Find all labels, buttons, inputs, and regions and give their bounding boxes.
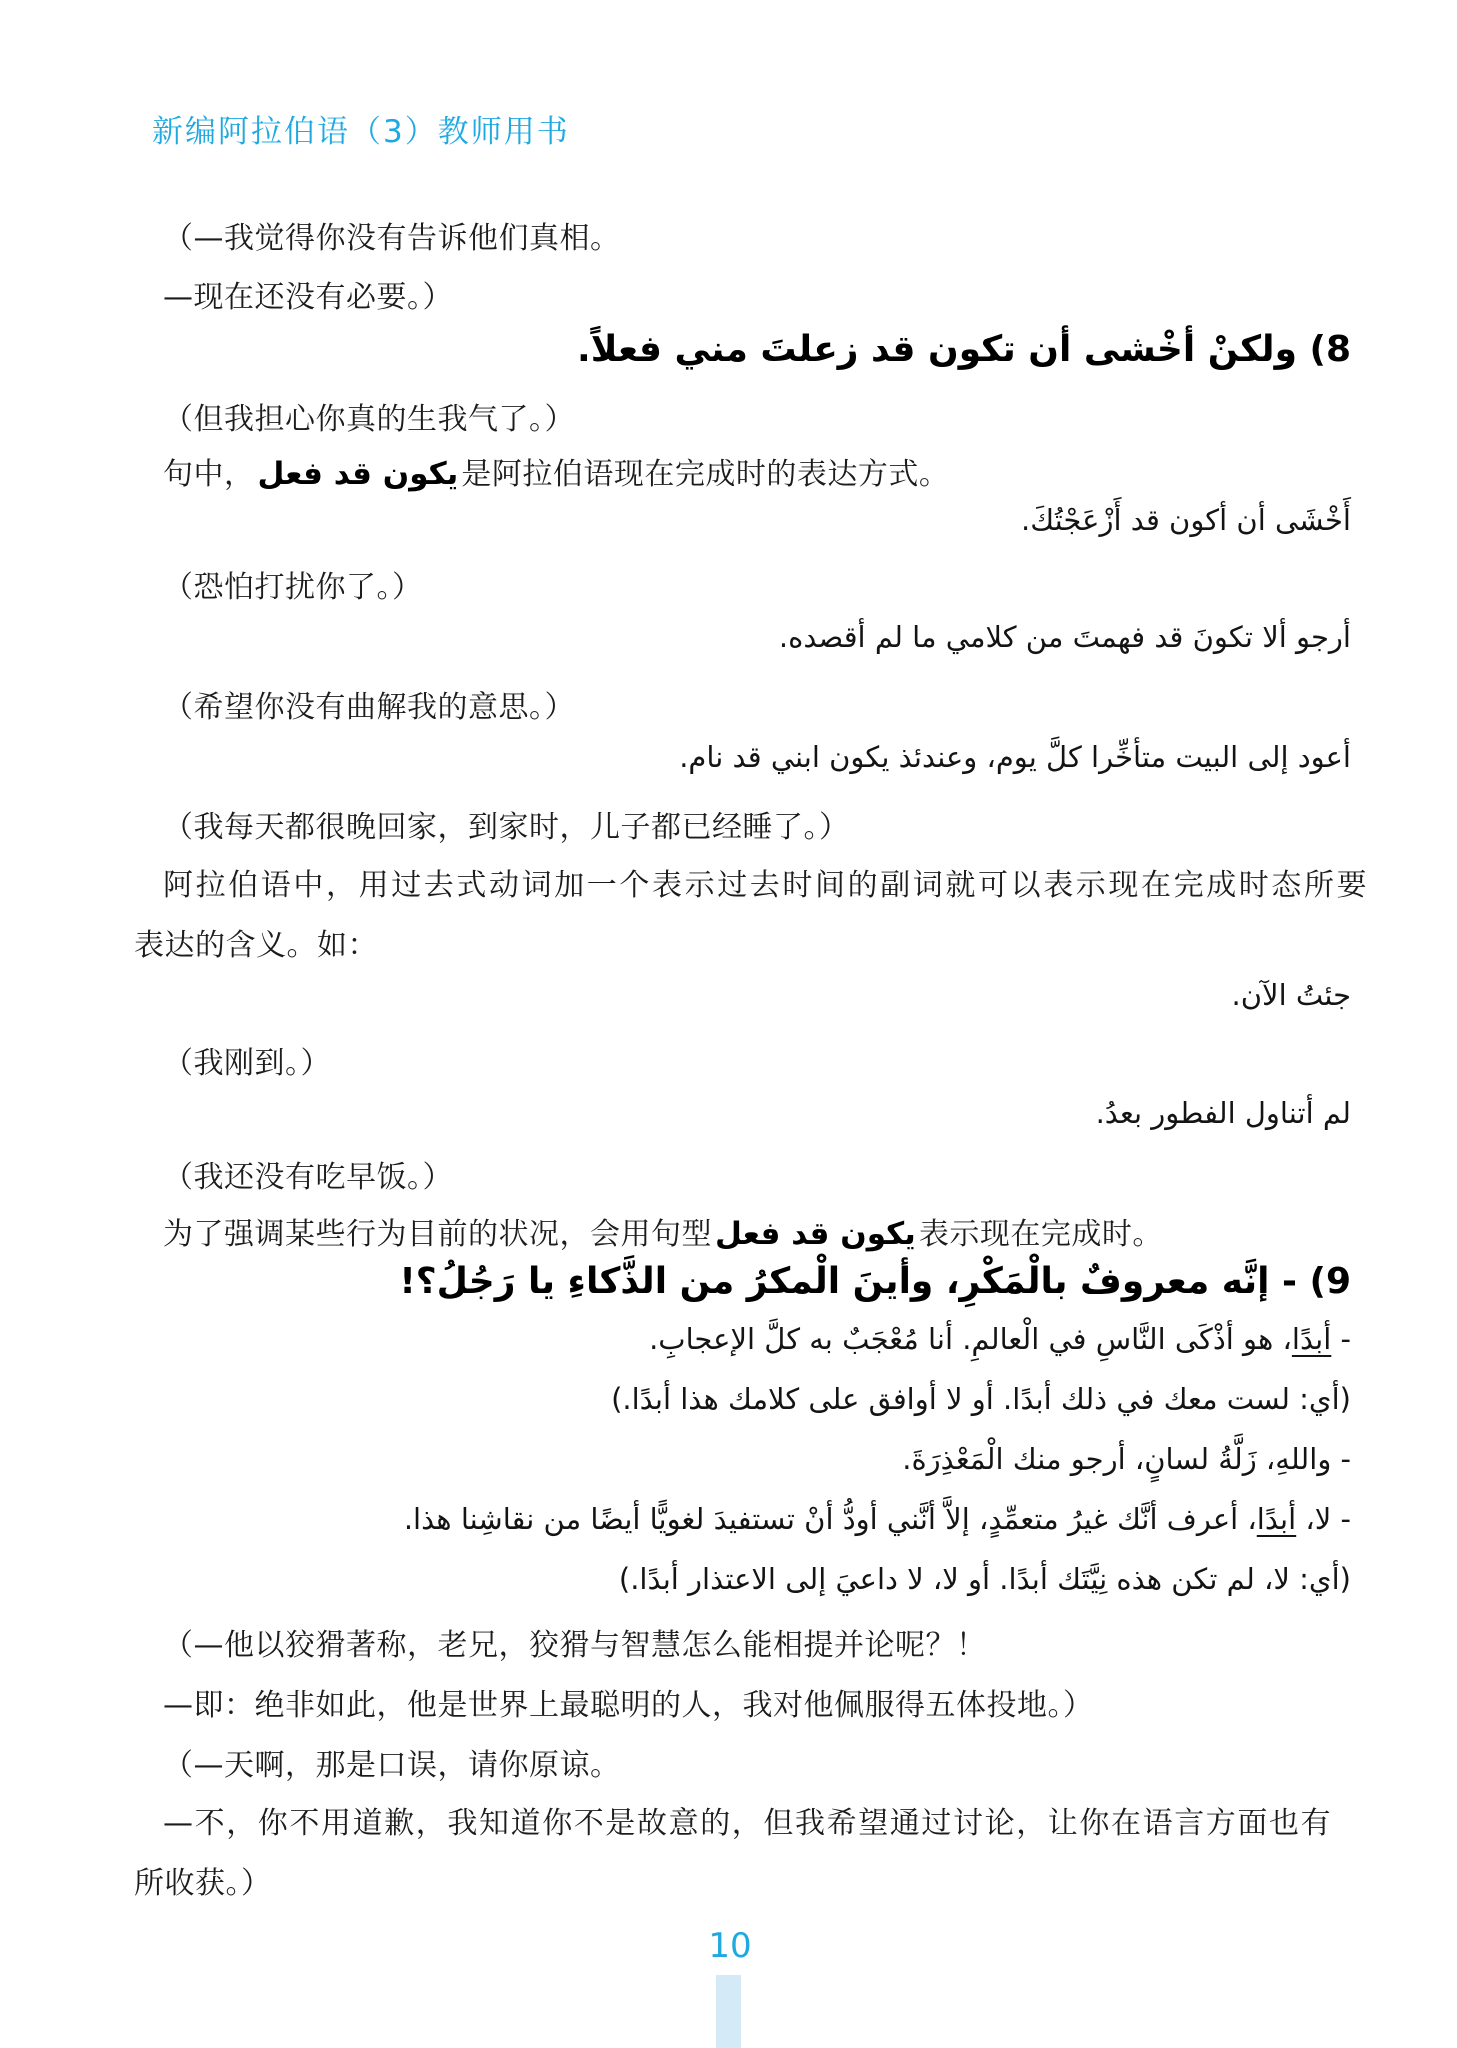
chinese-explanation-with-arabic [163,456,949,493]
chinese-translation-line: （但我担心你真的生我气了。） [163,402,575,437]
chinese-translation-line: —不，你不用道歉，我知道你不是故意的，但我希望通过讨论，让你在语言方面也有 [163,1806,1333,1841]
chinese-translation-line: （—我觉得你没有告诉他们真相。 [163,221,621,256]
dialogue-rest: ، هو أذْكَى النَّاسِ في الْعالمِ. أنا مُعْجَبٌ به كلَّ الإعجابِ. [649,1322,1292,1356]
arabic-section-heading-9: 9) - إنَّه معروفٌ بالْمَكْرِ، وأينَ الْمكرُ من الذَّكاءِ يا رَجُلُ؟! [399,1261,1351,1302]
explanation-text-post: 表示现在完成时。 [918,1217,1163,1252]
footer-accent-bar [716,1975,741,2048]
chinese-paragraph-line: 阿拉伯语中，用过去式动词加一个表示过去时间的副词就可以表示现在完成时态所要 [163,868,1370,903]
arabic-section-heading-8: 8) ولكنْ أخْشى أن تكون قد زعلتَ مني فعلاً. [577,329,1351,370]
chinese-translation-line: （—天啊，那是口误，请你原谅。 [163,1748,621,1783]
arabic-gloss-line: (أي: لست معك في ذلك أبدًا. أو لا أوافق على كلامك هذا أبدًا.) [611,1382,1351,1416]
arabic-pattern-phrase: يكون قد فعل [715,1216,916,1252]
arabic-example-sentence: جئتُ الآن. [1231,978,1351,1012]
chinese-translation-line: （恐怕打扰你了。） [163,570,423,605]
chinese-translation-line: —现在还没有必要。） [163,280,453,315]
arabic-example-sentence: أعود إلى البيت متأخِّرا كلَّ يوم، وعندئذ يكون ابني قد نام. [679,740,1351,774]
running-head-title: 新编阿拉伯语（3）教师用书 [152,114,570,150]
arabic-dialogue-line: - واللهِ، زَلَّةُ لسانٍ، أرجو منك الْمَعْذِرَةَ. [902,1442,1351,1476]
arabic-pattern-phrase: يكون قد فعل [257,456,459,492]
chinese-translation-line: —即：绝非如此，他是世界上最聪明的人，我对他佩服得五体投地。） [163,1688,1094,1723]
explanation-text-post: 是阿拉伯语现在完成时的表达方式。 [461,457,950,492]
underlined-keyword: أبدًا [1291,1322,1332,1356]
arabic-dialogue-line [649,1318,1351,1360]
arabic-example-sentence: لم أتناول الفطور بعدُ. [1095,1096,1351,1130]
chinese-paragraph-line: 表达的含义。如： [134,928,378,963]
chinese-explanation-with-arabic [163,1216,1163,1253]
arabic-gloss-line: (أي: لا، لم تكن هذه نِيَّتَك أبدًا. أو لا، لا داعيَ إلى الاعتذار أبدًا.) [618,1562,1351,1596]
arabic-example-sentence: أرجو ألا تكونَ قد فهمتَ من كلامي ما لم أقصده. [778,620,1351,654]
explanation-text-pre: 句中， [163,457,255,492]
dialogue-rest: ، أعرف أنَّك غيرُ متعمِّدٍ، إلاَّ أنَّني أودُّ أنْ تستفيدَ لغويًّا أيضًا من نقاشِنا هذا. [403,1502,1257,1536]
arabic-example-sentence: أَخْشَى أن أكون قد أَزْعَجْتُكَ. [1021,503,1351,537]
arabic-dialogue-line [404,1498,1351,1540]
underlined-keyword: أبدًا [1256,1502,1297,1536]
chinese-translation-line: （我刚到。） [163,1046,331,1081]
dialogue-lead: - [1331,1322,1351,1356]
chinese-translation-line: （—他以狡猾著称，老兄，狡猾与智慧怎么能相提并论呢？！ [163,1628,987,1663]
explanation-text-pre: 为了强调某些行为目前的状况，会用句型 [163,1217,712,1252]
page-number: 10 [708,1926,752,1966]
dialogue-lead: - لا، [1296,1502,1351,1536]
chinese-translation-line: 所收获。） [134,1866,272,1901]
chinese-translation-line: （希望你没有曲解我的意思。） [163,690,575,725]
chinese-translation-line: （我还没有吃早饭。） [163,1160,453,1195]
chinese-translation-line: （我每天都很晚回家，到家时，儿子都已经睡了。） [163,810,850,845]
